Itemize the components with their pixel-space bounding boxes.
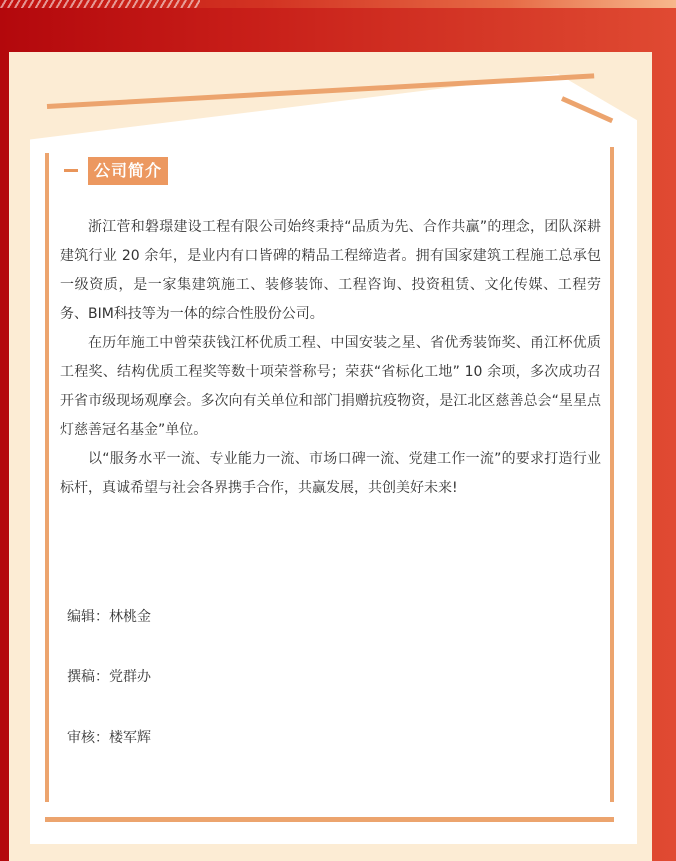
paragraph-3: 以“服务水平一流、专业能力一流、市场口碑一流、党建工作一流”的要求打造行业标杆，真诚希望与社会各界携手合作，共赢发展，共创美好未来!	[60, 451, 601, 496]
frame-left-line	[45, 153, 49, 802]
writer-credit: 撰稿：党群办	[67, 669, 151, 685]
frame-bottom-line	[45, 817, 614, 822]
top-gradient-strip	[0, 0, 676, 8]
editor-credit: 编辑：林桃金	[67, 609, 151, 625]
header-dash-icon	[64, 169, 78, 172]
paragraph-1: 浙江菅和磐璟建设工程有限公司始终秉持“品质为先、合作共赢”的理念，团队深耕建筑行业 20 余年，是业内有口皆碑的精品工程缔造者。拥有国家建筑工程施工总承包一级资质，是一家集建筑施工、装修装饰、工程咨询、投资租赁、文化传媒、工程劳务、BIM科技等为一体的综合性股份公司。	[60, 219, 601, 322]
paragraph-2: 在历年施工中曾荣获钱江杯优质工程、中国安装之星、省优秀装饰奖、甬江杯优质工程奖、结构优质工程奖等数十项荣誉称号；荣获“省标化工地” 10 余项，多次成功召开省市级现场观摩会。多次向有关单位和部门捐赠抗疫物资，是江北区慈善总会“星星点灯慈善冠名基金”单位。	[60, 335, 601, 438]
frame-right-line	[610, 147, 614, 802]
diagonal-stripes-decoration	[0, 0, 200, 8]
article-body	[60, 213, 601, 503]
reviewer-credit: 审核：楼军辉	[67, 730, 151, 746]
section-title: 公司简介	[88, 157, 168, 185]
